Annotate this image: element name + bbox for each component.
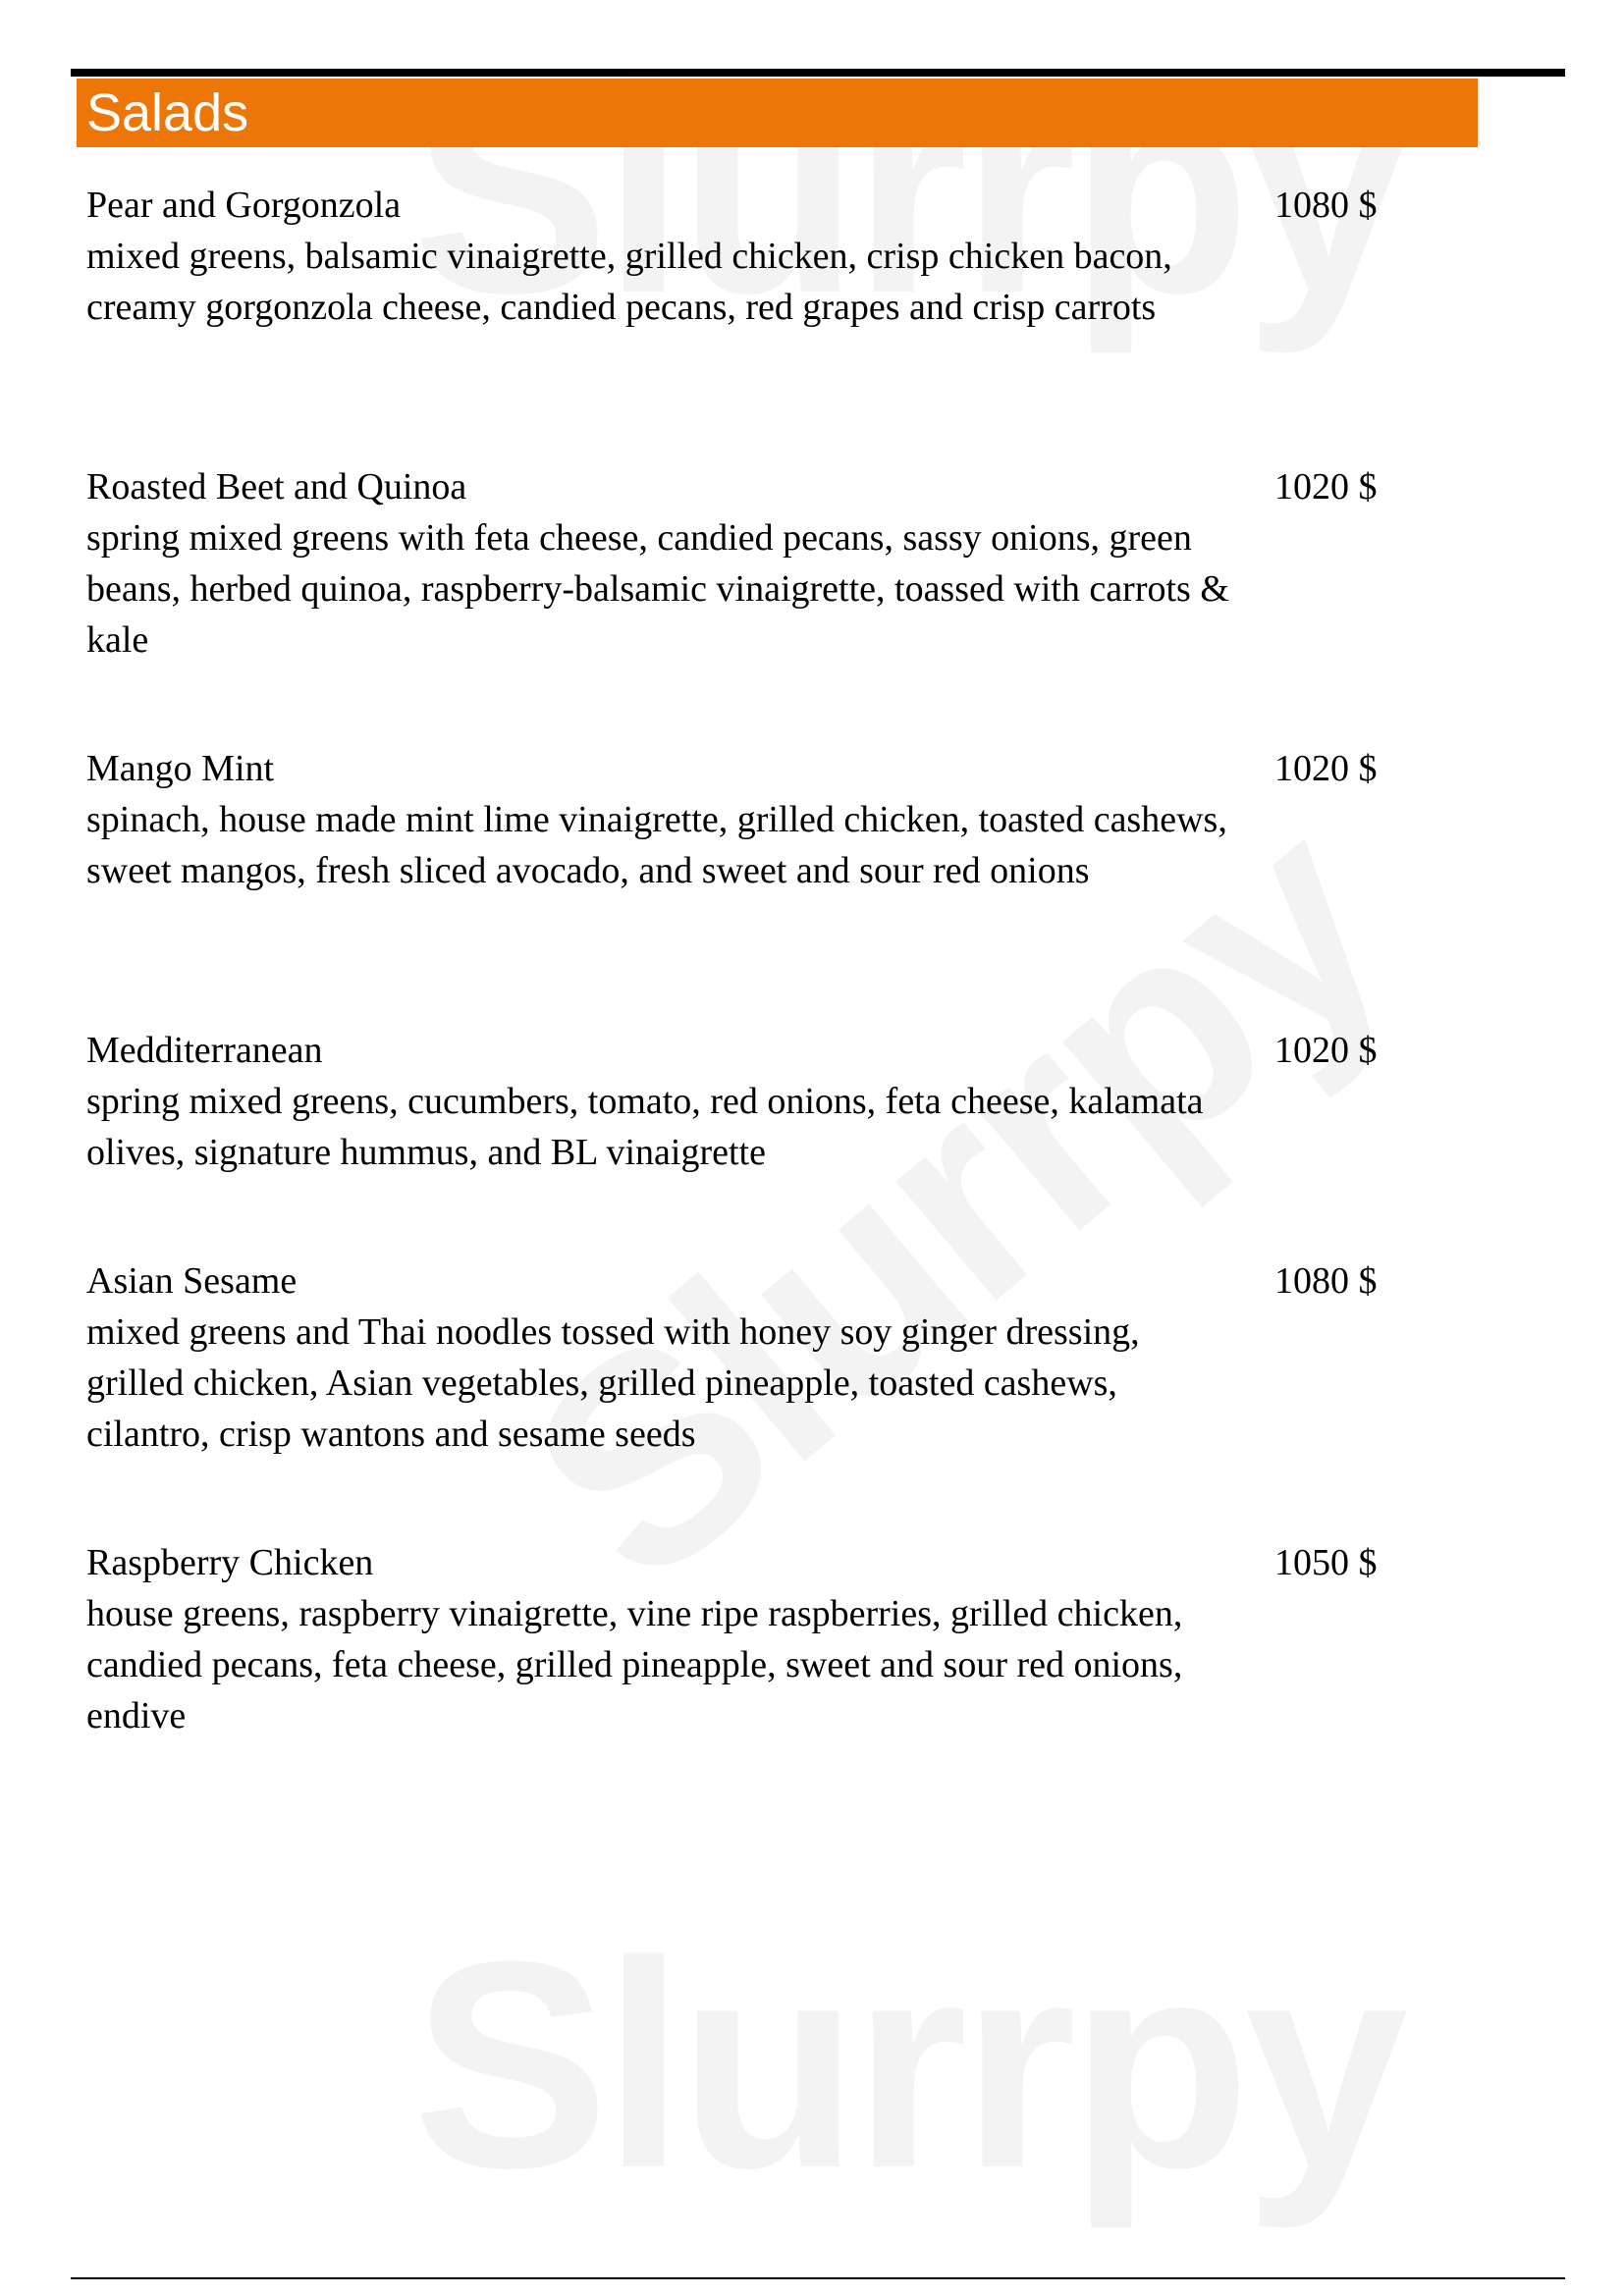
item-price: 1080 $ bbox=[1274, 185, 1378, 226]
item-description: spring mixed greens with feta cheese, candied pecans, sassy onions, green beans, herbed quinoa, raspberry-balsamic vinaigrette, toassed with carrots & kale bbox=[86, 517, 1229, 661]
item-description: mixed greens and Thai noodles tossed with honey soy ginger dressing, grilled chicken, Asian vegetables, grilled pineapple, toasted cashews, cilantro, crisp wantons and sesame seeds bbox=[86, 1311, 1140, 1455]
menu-item bbox=[86, 1025, 1402, 1178]
item-price: 1080 $ bbox=[1274, 1260, 1378, 1302]
item-price: 1020 $ bbox=[1274, 466, 1378, 507]
item-price: 1050 $ bbox=[1274, 1542, 1378, 1583]
item-name: Mango Mint bbox=[86, 748, 275, 789]
menu-item bbox=[86, 461, 1402, 666]
section-title: Salads bbox=[86, 83, 249, 142]
item-description: spinach, house made mint lime vinaigrette, grilled chicken, toasted cashews, sweet mangos, fresh sliced avocado, and sweet and sour red onions bbox=[86, 799, 1227, 891]
menu-item bbox=[86, 1537, 1402, 1741]
item-name: Medditerranean bbox=[86, 1030, 323, 1071]
item-name: Pear and Gorgonzola bbox=[86, 185, 402, 226]
item-price: 1020 $ bbox=[1274, 748, 1378, 789]
menu-item bbox=[86, 180, 1402, 333]
section-header bbox=[77, 79, 1478, 147]
item-name: Raspberry Chicken bbox=[86, 1542, 374, 1583]
item-name: Asian Sesame bbox=[86, 1260, 298, 1302]
menu-item bbox=[86, 1255, 1402, 1460]
item-description: mixed greens, balsamic vinaigrette, grilled chicken, crisp chicken bacon, creamy gorgonzola cheese, candied pecans, red grapes and crisp carrots bbox=[86, 236, 1172, 328]
top-divider bbox=[71, 69, 1565, 77]
item-description: house greens, raspberry vinaigrette, vine ripe raspberries, grilled chicken, candied pecans, feta cheese, grilled pineapple, sweet and sour red onions, endive bbox=[86, 1593, 1183, 1736]
watermark-logo bbox=[412, 1895, 1402, 2234]
item-description: spring mixed greens, cucumbers, tomato, red onions, feta cheese, kalamata olives, signature hummus, and BL vinaigrette bbox=[86, 1081, 1204, 1173]
item-price: 1020 $ bbox=[1274, 1030, 1378, 1071]
bottom-divider bbox=[71, 2277, 1565, 2279]
item-name: Roasted Beet and Quinoa bbox=[86, 466, 467, 507]
menu-item bbox=[86, 743, 1402, 896]
